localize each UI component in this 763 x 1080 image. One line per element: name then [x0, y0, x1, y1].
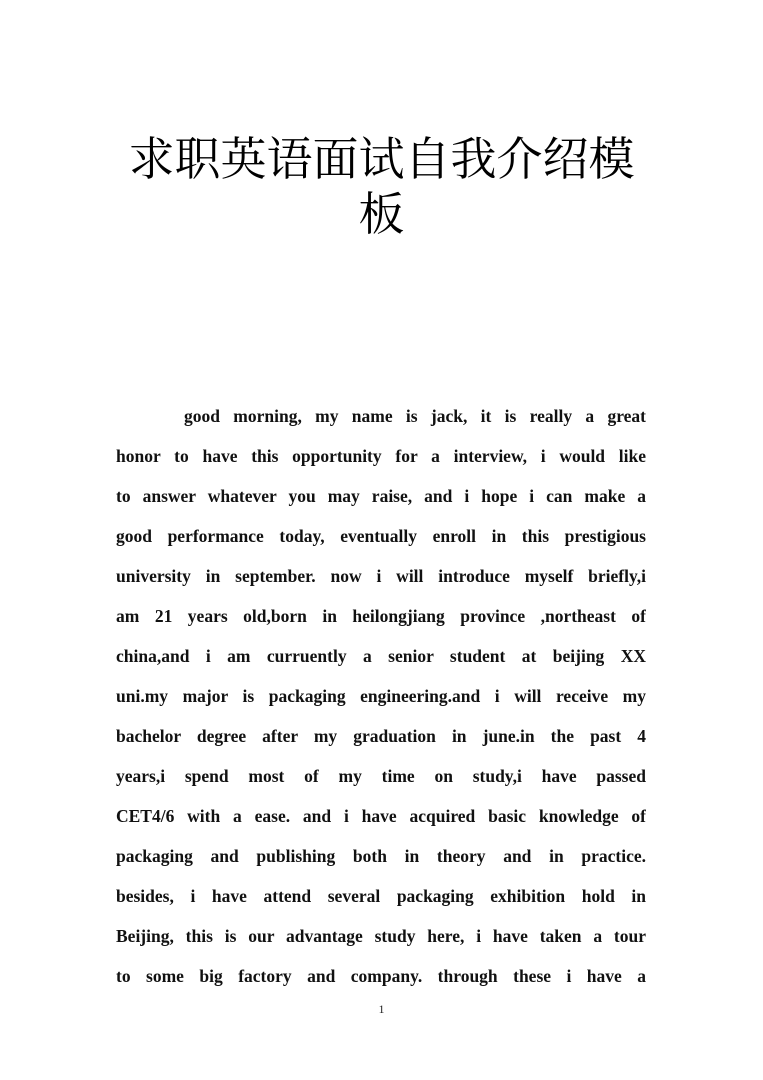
body-text — [116, 396, 646, 996]
body-line: good morning, my name is jack, it is really a great — [184, 406, 646, 426]
body-line: years,i spend most of my time on study,i have passed — [116, 766, 646, 786]
body-line: good performance today, eventually enroll in this prestigious — [116, 526, 646, 546]
body-line: university in september. now i will introduce myself briefly,i — [116, 566, 646, 586]
body-line: uni.my major is packaging engineering.and i will receive my — [116, 686, 646, 706]
body-line: packaging and publishing both in theory and in practice. — [116, 846, 646, 866]
title-line-2: 板 — [358, 187, 405, 242]
document-title — [100, 132, 663, 242]
body-line: besides, i have attend several packaging exhibition hold in — [116, 886, 646, 906]
body-line: to answer whatever you may raise, and i hope i can make a — [116, 486, 646, 506]
body-line: to some big factory and company. through these i have a — [116, 966, 646, 986]
title-line-1: 求职英语面试自我介绍模 — [128, 132, 635, 186]
page-number: 1 — [378, 1002, 385, 1016]
body-line: honor to have this opportunity for a interview, i would like — [116, 446, 646, 466]
body-line: china,and i am curruently a senior student at beijing XX — [116, 646, 646, 666]
body-line: Beijing, this is our advantage study here, i have taken a tour — [116, 926, 646, 946]
body-line: bachelor degree after my graduation in june.in the past 4 — [116, 726, 646, 746]
body-line: CET4/6 with a ease. and i have acquired basic knowledge of — [116, 806, 646, 826]
body-line: am 21 years old,born in heilongjiang province ,northeast of — [116, 606, 646, 626]
